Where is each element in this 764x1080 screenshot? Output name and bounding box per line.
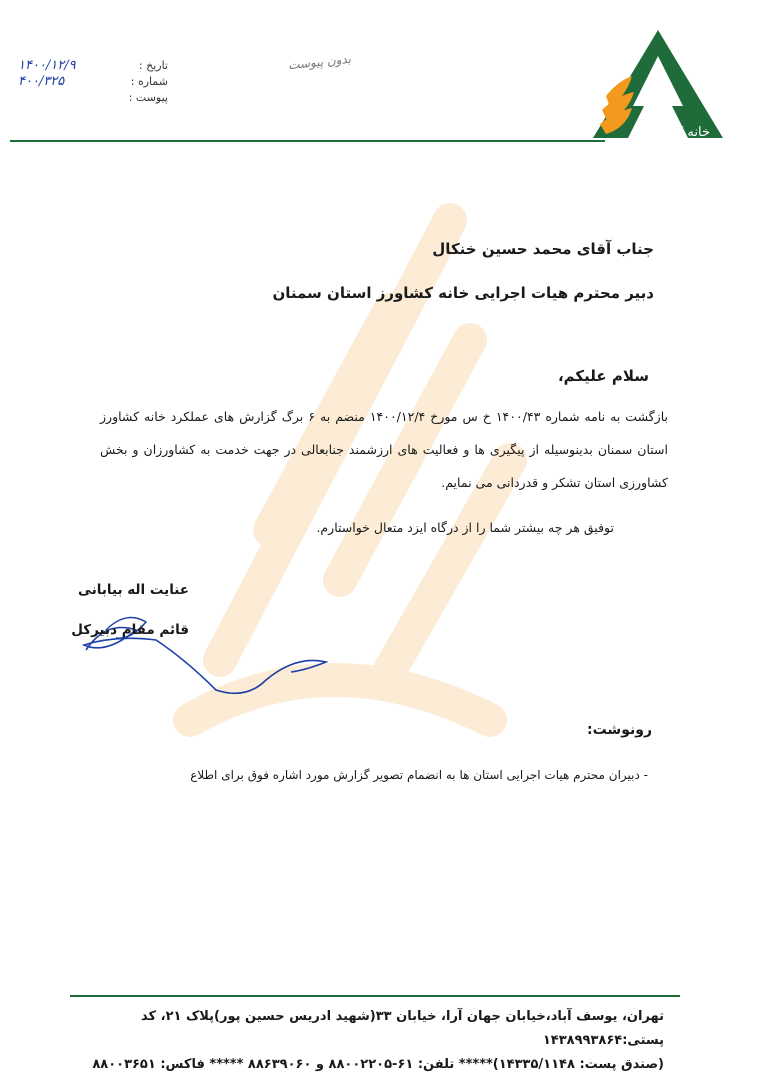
- number-value: ۴۰۰/۳۲۵: [18, 74, 65, 89]
- signer-title: قائم مقام دبیرکل: [71, 622, 189, 638]
- signature-scribble: [66, 600, 386, 710]
- letter-body: بازگشت به نامه شماره ۱۴۰۰/۴۳ خ س مورخ ۱۴۰۰/۱۲/۴ منضم به ۶ برگ گزارش های عملکرد خانه کشاورز استان سمنان بدینوسیله از پیگیری ها و فعالیت های ارزشمند جنابعالی در جهت خدمت به کشاورزان و بخش کشاورزی استان تشکر و قدردانی می نمایم.: [100, 409, 669, 490]
- footer-divider: [70, 995, 680, 997]
- signer-name: عنایت اله بیابانی: [78, 582, 189, 598]
- recipient-position: دبیر محترم هیات اجرایی خانه کشاورز استان سمنان: [272, 284, 654, 302]
- letter-metadata: [18, 58, 168, 106]
- greeting: سلام علیکم،: [557, 367, 649, 385]
- header-divider: [10, 140, 605, 142]
- recipient-name: جناب آقای محمد حسین خنکال: [432, 240, 654, 258]
- date-value: ۱۴۰۰/۱۲/۹: [18, 58, 76, 73]
- cc-label: رونوشت:: [587, 722, 652, 738]
- letter-closing: توفیق هر چه بیشتر شما را از درگاه ایزد متعال خواستارم.: [316, 520, 614, 535]
- footer: [64, 1005, 664, 1077]
- date-label: تاریخ :: [138, 59, 168, 72]
- footer-contact: (صندق پست: ۱۴۳۳۵/۱۱۴۸)***** تلفن: ۶۱-۸۸۰۰۲۲۰۵ و ۸۸۶۳۹۰۶۰ ***** فاکس: ۸۸۰۰۳۶۵۱: [92, 1057, 664, 1072]
- khaneh-keshavarz-logo: [588, 26, 728, 142]
- number-label: شماره :: [130, 75, 168, 88]
- number-row: [18, 74, 168, 90]
- cc-item: - دبیران محترم هیات اجرایی استان ها به انضمام تصویر گزارش مورد اشاره فوق برای اطلاع: [190, 768, 648, 782]
- attachment-row: [18, 90, 168, 106]
- date-row: [18, 58, 168, 74]
- attachment-label: پیوست :: [128, 91, 168, 104]
- handwritten-note: بدون پیوست: [287, 51, 352, 73]
- recipient-block: [154, 238, 654, 326]
- footer-address: تهران، یوسف آباد،خیابان جهان آرا، خیابان ۳۳(شهید ادریس حسین پور)پلاک ۲۱، کد پستی:۱۴۳۸۹۹۳۸۶۴: [141, 1009, 664, 1048]
- logo-text: خانه کشاورز: [642, 125, 710, 140]
